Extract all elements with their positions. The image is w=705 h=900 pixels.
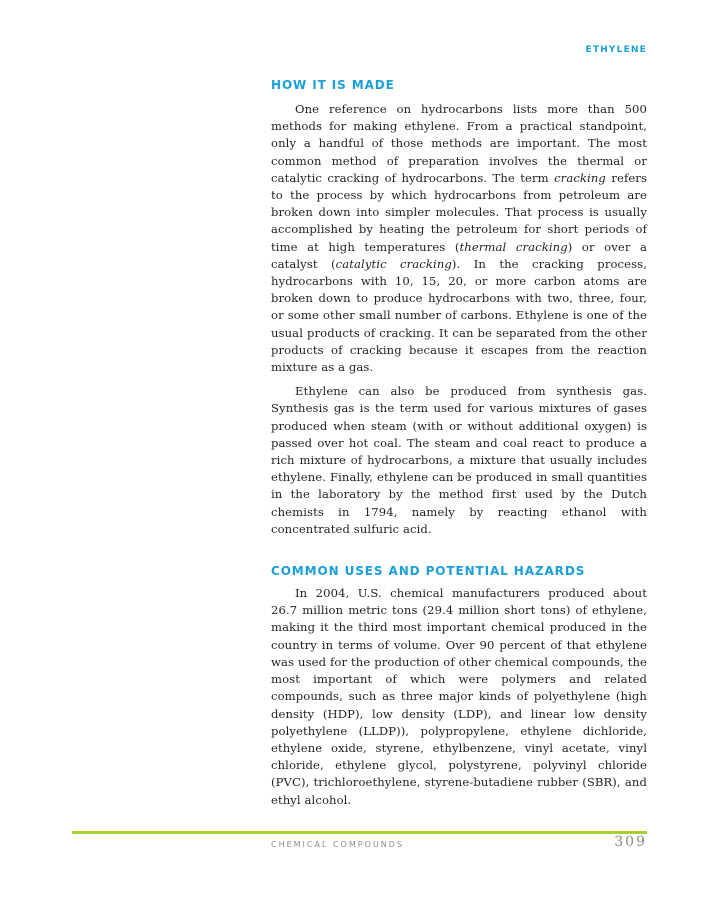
- term-catalytic-cracking: catalytic cracking: [335, 256, 452, 271]
- paragraph-text: ). In the cracking process, hydrocarbons with 10, 15, 20, or more carbon atoms are broken down to produce hydrocarbons with two, three, four, or some other small number of carbons. Ethylene is one of the usual products of cracking. It can be separated from the other products of cracking because it escapes from the reaction mixture as a gas.: [271, 256, 647, 375]
- page-number: 309: [614, 834, 647, 850]
- term-cracking: cracking: [554, 170, 606, 185]
- paragraph-text: refers to the process by which hydrocarbons from petroleum are broken down into simpler molecules. That process is usually accomplished by heating the petroleum for short periods of time at high temperatures (: [271, 170, 647, 254]
- running-head-title: ETHYLENE: [585, 45, 647, 55]
- paragraph-synthesis-gas: Ethylene can also be produced from synthesis gas. Synthesis gas is the term used for various mixtures of gases produced when steam (with or without additional oxygen) is passed over hot coal. The steam and coal react to produce a rich mixture of hydrocarbons, a mixture that usually includes ethylene. Finally, ethylene can be produced in small quantities in the laboratory by the method first used by the Dutch chemists in 1794, namely by reacting ethanol with concentrated sulfuric acid.: [271, 384, 647, 536]
- footer-book-title: CHEMICAL COMPOUNDS: [271, 840, 404, 849]
- term-thermal-cracking: thermal cracking: [459, 239, 568, 254]
- page-content: [271, 77, 647, 809]
- paragraph-cracking: [271, 101, 647, 376]
- paragraph-common-uses: In 2004, U.S. chemical manufacturers produced about 26.7 million metric tons (29.4 million short tons) of ethylene, making it the third most important chemical produced in the country in terms of volume. Over 90 percent of that ethylene was used for the production of other chemical compounds, the most important of which were polymers and related compounds, such as three major kinds of polyethylene (high density (HDP), low density (LDP), and linear low density polyethylene (LLDP)), polypropylene, ethylene dichloride, ethylene oxide, styrene, ethylbenzene, vinyl acetate, vinyl chloride, ethylene glycol, polystyrene, polyvinyl chloride (PVC), trichloroethylene, styrene-butadiene rubber (SBR), and ethyl alcohol.: [271, 586, 647, 807]
- paragraph-text: ) or over a catalyst (: [271, 239, 647, 271]
- footer-rule: [72, 831, 647, 834]
- paragraph-text: One reference on hydrocarbons lists more than 500 methods for making ethylene. From a practical standpoint, only a handful of those methods are important. The most common method of preparation involves the thermal or catalytic cracking of hydrocarbons. The term: [271, 102, 647, 185]
- section-heading-how-it-is-made: HOW IT IS MADE: [271, 78, 395, 92]
- section-heading-common-uses: COMMON USES AND POTENTIAL HAZARDS: [271, 564, 586, 579]
